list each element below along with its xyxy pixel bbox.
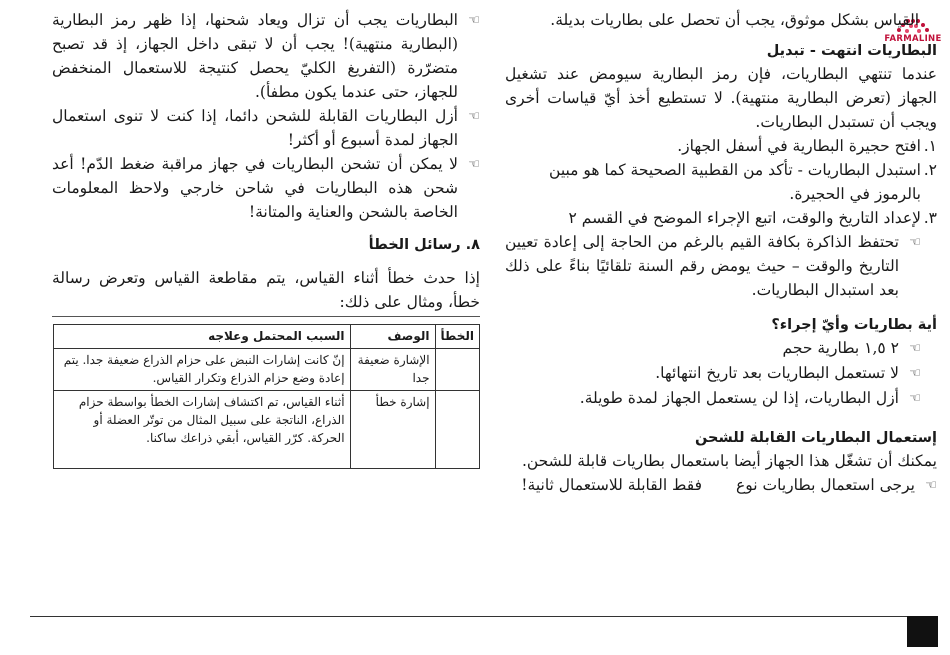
recharge-note-2-text: أزل البطاريات القابلة للشحن دائما، إذا كنت لا تنوى استعمال الجهاز لمدة أسبوع أو أكثر!	[52, 107, 458, 149]
battery-size-text: ٢ ١,٥ بطارية حجم	[782, 339, 899, 357]
header-description: الوصف	[350, 325, 435, 349]
header-error: الخطأ	[435, 325, 479, 349]
remove-item	[505, 386, 937, 411]
cell-cause: إنّ كانت إشارات النبض على حزام الذراع ضعيفة جدا. يتم إعادة وضع حزام الذراع وتكرار القياس.	[54, 349, 351, 391]
rechargeable-note-part2: فقط القابلة للاستعمال ثانية!	[521, 476, 703, 494]
logo-wordmark: FARMALINE	[884, 34, 942, 44]
pointing-hand-icon: ☜	[925, 478, 937, 493]
pointing-hand-icon: ☜	[909, 341, 921, 356]
expiry-item	[505, 361, 937, 386]
footer-line	[30, 616, 938, 617]
remove-text: أزل البطاريات، إذا لن يستعمل الجهاز لمدة طويلة.	[579, 389, 899, 407]
cell-description: الإشارة ضعيفة جدا	[350, 349, 435, 391]
battery-size-item	[505, 336, 937, 361]
rechargeable-note	[505, 473, 937, 498]
error-table	[53, 324, 480, 469]
header-cause: السبب المحتمل وعلاجه	[54, 325, 351, 349]
pointing-hand-icon: ☜	[909, 391, 921, 406]
table-row	[54, 349, 480, 391]
step-text: افتح حجيرة البطارية في أسفل الجهاز.	[677, 137, 921, 155]
cell-error	[435, 349, 479, 391]
error-messages-heading: ٨. رسائل الخطأ	[368, 237, 480, 253]
rechargeable-note-text	[505, 473, 915, 498]
step-number: ٣.	[923, 209, 937, 227]
error-table-header	[54, 325, 480, 349]
rechargeable-body: يمكنك أن تشغّل هذا الجهاز أيضا باستعمال بطاريات قابلة للشحن.	[521, 452, 937, 470]
memory-note-text: تحتفظ الذاكرة بكافة القيم بالرغم من الحاجة إلى إعادة تعيين التاريخ والوقت – حيث يومض رقم السنة تلقائيًا بناءً على ذلك بعد استبدال البطاريات.	[505, 233, 899, 299]
right-column	[505, 8, 937, 498]
rechargeable-note-part1: يرجى استعمال بطاريات نوع	[736, 476, 915, 494]
expiry-text: لا تستعمل البطاريات بعد تاريخ انتهائها.	[655, 364, 899, 382]
which-batteries-heading: أية بطاريات وأيّ إجراء؟	[771, 317, 937, 333]
error-messages-body: إذا حدث خطأ أثناء القياس، يتم مقاطعة القياس وتعرض رسالة خطأ، ومثال على ذلك:	[52, 269, 480, 311]
pointing-hand-icon: ☜	[468, 13, 480, 28]
step-3	[505, 206, 937, 230]
step-text: استبدل البطاريات - تأكد من القطبية الصحيحة كما هو مبين بالرموز في الحجيرة.	[549, 161, 921, 203]
step-text: لإعداد التاريخ والوقت، اتبع الإجراء الموضح في القسم ٢	[568, 209, 921, 227]
pointing-hand-icon: ☜	[909, 366, 921, 381]
batteries-empty-heading: البطاريات انتهت - تبديل	[766, 43, 937, 59]
recharge-note-3	[52, 152, 480, 224]
step-number: ٢.	[923, 161, 937, 179]
step-number: ١.	[923, 137, 937, 155]
cell-cause: أثناء القياس، تم اكتشاف إشارات الخطأ بواسطة حزام الذراع، الناتجة على سبيل المثال من توتّر العضلة أو الحركة. كرّر القياس، أبقي ذراعك ساكنا.	[54, 391, 351, 469]
recharge-note-1-text: البطاريات يجب أن تزال ويعاد شحنها، إذا ظهر رمز البطارية (البطارية منتهية)! يجب أن لا تبقى داخل الجهاز، إذ قد تصبح متضرّرة (التفريغ الكليّ يحصل كنتيجة للاستعمال المنخفض للجهاز، حتى عندما يكون مطفأ).	[52, 11, 458, 101]
pointing-hand-icon: ☜	[468, 157, 480, 172]
table-row	[54, 391, 480, 469]
left-column	[52, 8, 480, 469]
step-2	[505, 158, 937, 206]
pointing-hand-icon: ☜	[468, 109, 480, 124]
rechargeable-heading: إستعمال البطاريات القابلة للشحن	[694, 430, 937, 446]
cell-description: إشارة خطأ	[350, 391, 435, 469]
recharge-note-2	[52, 104, 480, 152]
step-1	[505, 134, 937, 158]
recharge-note-3-text: لا يمكن أن تشحن البطاريات في جهاز مراقبة ضغط الدّم! أعد شحن هذه البطاريات في شاحن خارجي ولاحظ المعلومات الخاصة بالشحن والعناية والمتانة!	[52, 155, 458, 221]
pointing-hand-icon: ☜	[909, 235, 921, 250]
cell-error	[435, 391, 479, 469]
recharge-note-1	[52, 8, 480, 104]
batteries-empty-body: عندما تنتهي البطاريات، فإن رمز البطارية سيومض عند تشغيل الجهاز (تعرض البطارية منتهية). لا تستطيع أخذ أيّ قياسات أخرى ويجب أن تستبدل البطاريات.	[505, 65, 937, 131]
memory-note	[505, 230, 937, 302]
section-divider	[52, 316, 480, 317]
intro-text: القياس بشكل موثوق، يجب أن تحصل على بطاريات بديلة.	[550, 11, 919, 29]
page-corner-block	[907, 616, 938, 647]
